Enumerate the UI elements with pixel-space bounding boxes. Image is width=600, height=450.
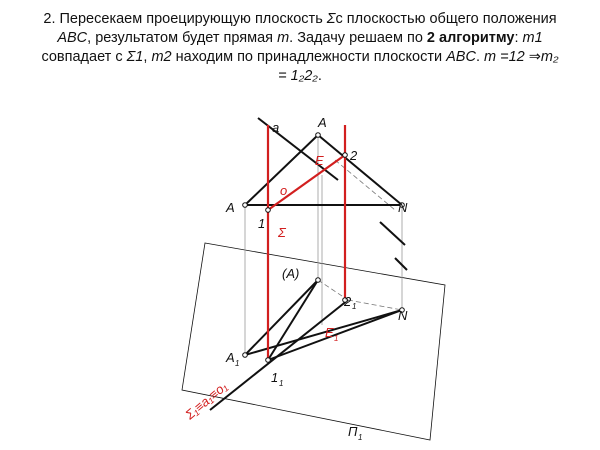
plane-pi1 [182,243,445,440]
label-2: 2 [350,148,358,163]
caption-text: , [143,49,152,65]
label-o: o [280,183,288,198]
label-subscript: 1 [352,302,357,311]
caption-text: . [475,49,485,65]
caption-formula: m₂ = 1₂2₂ [278,49,559,84]
triangle-projection [210,222,407,410]
label-2-1: 2 [344,294,352,309]
label-A-left: A [226,200,235,215]
label-1-1: 1 [271,370,279,385]
label-A-top: A [318,115,327,130]
caption-m: m [277,30,290,46]
point-2 [343,153,348,158]
point-A-paren [316,278,321,283]
label-1: 1 [258,216,266,231]
label-A1: A [226,350,235,365]
label-Pi1: Π [348,424,358,439]
caption-sigma: Σ [326,11,336,27]
caption-bold: 2 [426,30,435,46]
label-E1: E [325,325,334,340]
caption-text: 2. Пересекаем проецирующую плоскость [43,11,327,27]
caption-text: . Задачу решаем по [289,30,427,46]
caption-abc: ABC [57,30,88,46]
caption-m1: m1 [522,30,543,46]
label-A-paren: (A) [282,266,300,281]
caption-text: , результатом будет прямая [87,30,278,46]
label-subscript: 1 [334,334,339,343]
point-1 [266,208,271,213]
label-N-lower: N [398,308,408,323]
caption-m2: m2 [151,49,172,65]
point-A1 [243,353,248,358]
point-A-left [243,203,248,208]
caption-text: . [317,68,322,84]
edge-stub [395,258,407,270]
caption-text: с плоскостью общего положения [335,11,557,27]
hidden-lines [318,160,402,310]
point-1-1 [266,358,271,363]
label-E: E [315,153,324,168]
label-sigma: Σ [278,225,286,240]
edge-stub [380,222,405,245]
caption-implies: ⇒ [528,49,541,65]
label-subscript: 1 [235,359,240,368]
label-N: N [398,200,408,215]
edge-proj [268,280,318,360]
edge-AN [318,135,402,205]
caption-text: совпадает с [41,49,127,65]
label-a: a [272,120,280,135]
label-sigma1-a1-o1: Σ₁≡a₁≡o₁ [182,378,231,423]
caption-text: : [514,30,523,46]
caption-formula: m =12 [484,49,525,65]
caption-text: находим по принадлежности плоскости [171,49,447,65]
label-subscript: 1 [279,379,284,388]
caption-bold: алгоритму [439,30,515,46]
caption-abc: ABC [446,49,476,65]
label-subscript: 1 [358,433,363,442]
point-A [316,133,321,138]
caption-sigma1: Σ1 [126,49,144,65]
